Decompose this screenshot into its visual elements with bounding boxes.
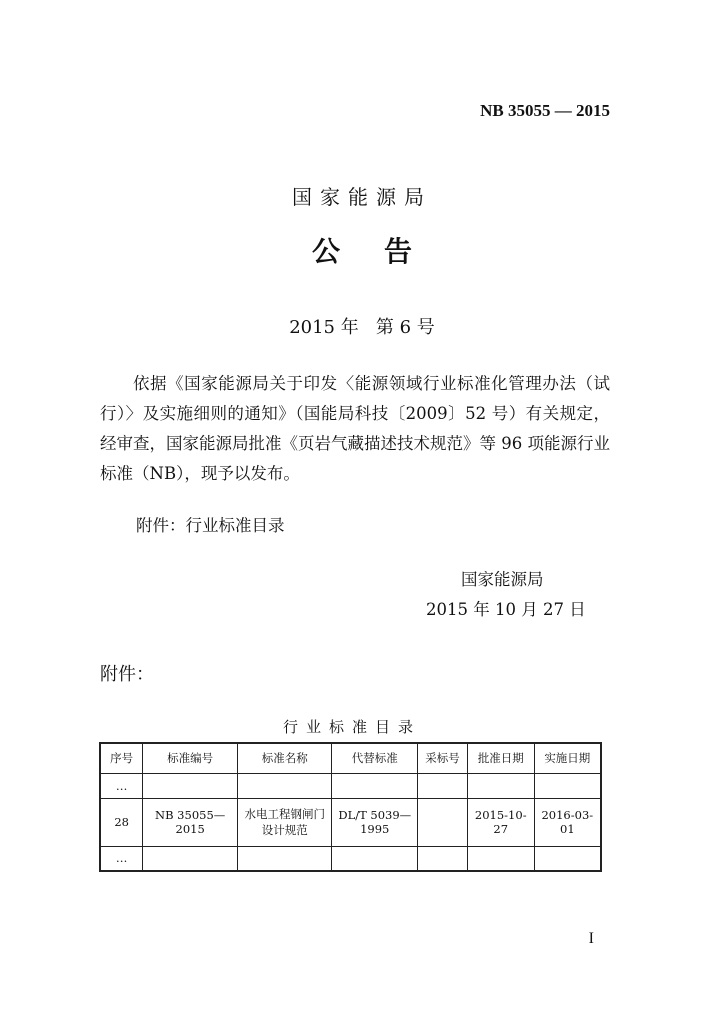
cell-effective bbox=[534, 846, 601, 871]
attachment-reference: 附件：行业标准目录 bbox=[136, 516, 285, 535]
cell-code bbox=[143, 846, 238, 871]
table-header-row bbox=[100, 743, 601, 773]
issuing-organization: 国家能源局 bbox=[292, 185, 432, 209]
standards-table bbox=[99, 742, 602, 872]
col-header-code: 标准编号 bbox=[143, 743, 238, 773]
table-row bbox=[100, 773, 601, 798]
cell-approved bbox=[467, 846, 534, 871]
notice-body: 依据《国家能源局关于印发〈能源领域行业标准化管理办法（试行）〉及实施细则的通知》（国能局科技〔2009〕52 号）有关规定，经审查，国家能源局批准《页岩气藏描述技术规范》等 96 项能源行业标准（NB），现予以发布。 bbox=[100, 374, 610, 483]
cell-no: 28 bbox=[100, 798, 143, 846]
cell-approved: 2015-10-27 bbox=[467, 798, 534, 846]
notice-title bbox=[0, 230, 724, 270]
table-row bbox=[100, 846, 601, 871]
attachment-label: 附件： bbox=[100, 664, 154, 685]
cell-no: … bbox=[100, 773, 143, 798]
cell-code: NB 35055—2015 bbox=[143, 798, 238, 846]
notice-title-char-2: 告 bbox=[384, 235, 413, 268]
notice-title-char-1: 公 bbox=[311, 235, 340, 268]
cell-name bbox=[237, 773, 331, 798]
col-header-name: 标准名称 bbox=[237, 743, 331, 773]
cell-adopted bbox=[418, 798, 468, 846]
col-header-no: 序号 bbox=[100, 743, 143, 773]
page-number: I bbox=[588, 930, 594, 947]
cell-approved bbox=[467, 773, 534, 798]
col-header-approved: 批准日期 bbox=[467, 743, 534, 773]
cell-adopted bbox=[418, 773, 468, 798]
col-header-effective: 实施日期 bbox=[534, 743, 601, 773]
signature-date: 2015 年 10 月 27 日 bbox=[426, 600, 586, 619]
table-title: 行业标准目录 bbox=[282, 718, 421, 736]
cell-effective: 2016-03-01 bbox=[534, 798, 601, 846]
standard-number: NB 35055 — 2015 bbox=[480, 101, 610, 120]
cell-name bbox=[237, 846, 331, 871]
cell-name: 水电工程钢闸门设计规范 bbox=[237, 798, 331, 846]
cell-code bbox=[143, 773, 238, 798]
table-row bbox=[100, 798, 601, 846]
cell-replaces bbox=[332, 773, 418, 798]
signature-organization: 国家能源局 bbox=[461, 570, 544, 589]
col-header-replaces: 代替标准 bbox=[332, 743, 418, 773]
cell-effective bbox=[534, 773, 601, 798]
cell-adopted bbox=[418, 846, 468, 871]
cell-replaces bbox=[332, 846, 418, 871]
col-header-adopted: 采标号 bbox=[418, 743, 468, 773]
cell-replaces: DL/T 5039—1995 bbox=[332, 798, 418, 846]
issue-number: 2015 年 第 6 号 bbox=[289, 317, 435, 338]
cell-no: … bbox=[100, 846, 143, 871]
